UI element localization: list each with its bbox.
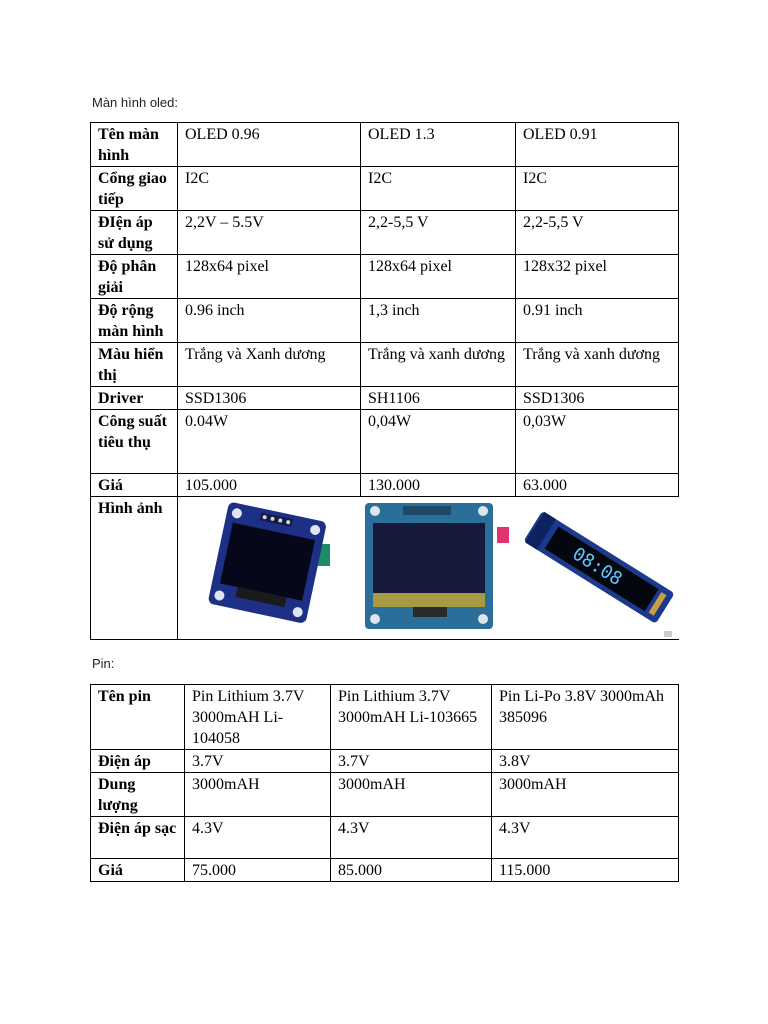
table-row [91,255,679,299]
cell-battery-3: 4.3V [492,817,679,859]
oled-comparison-table [90,122,679,640]
row-label: Màu hiển thị [91,343,178,387]
table-row [91,817,679,859]
cell-oled-091: OLED 0.91 [516,123,679,167]
table-row [91,685,679,750]
cell-battery-2: 85.000 [331,859,492,882]
table-row [91,474,679,497]
table-row [91,497,679,640]
oled-091-module-image [516,497,679,639]
table-row [91,773,679,817]
cell-battery-3: 115.000 [492,859,679,882]
module-clock-text: 08:08 [568,543,626,590]
table-row [91,299,679,343]
cell-oled-096: OLED 0.96 [178,123,361,167]
table-row [91,167,679,211]
cell-battery-1: 4.3V [185,817,331,859]
cell-battery-2: 3.7V [331,750,492,773]
cell-oled-096: I2C [178,167,361,211]
cell-oled-13: SH1106 [361,387,516,410]
row-label: Dung lượng [91,773,185,817]
cell-oled-091: SSD1306 [516,387,679,410]
cell-battery-3: 3.8V [492,750,679,773]
table-row [91,859,679,882]
row-label: Công suất tiêu thụ [91,410,178,474]
cell-oled-13: 1,3 inch [361,299,516,343]
table-row [91,410,679,474]
table-row [91,387,679,410]
battery-section-caption: Pin: [92,656,115,671]
row-label: Cổng giao tiếp [91,167,178,211]
cell-battery-1: 3000mAH [185,773,331,817]
image-cell [516,497,679,640]
oled-13-module-image [361,497,516,639]
row-label: Hình ảnh [91,497,178,640]
cell-oled-13: 2,2-5,5 V [361,211,516,255]
cell-battery-3: 3000mAH [492,773,679,817]
cell-oled-091: 63.000 [516,474,679,497]
cell-oled-13: 0,04W [361,410,516,474]
cell-oled-13: I2C [361,167,516,211]
cell-oled-13: Trắng và xanh dương [361,343,516,387]
battery-comparison-table [90,684,679,882]
row-label: Tên màn hình [91,123,178,167]
cell-oled-096: 128x64 pixel [178,255,361,299]
cell-oled-096: 0.96 inch [178,299,361,343]
row-label: ĐIện áp sử dụng [91,211,178,255]
cell-oled-096: Trắng và Xanh dương [178,343,361,387]
cell-oled-091: 2,2-5,5 V [516,211,679,255]
row-label: Giá [91,859,185,882]
cell-oled-13: 130.000 [361,474,516,497]
cell-battery-1: 3.7V [185,750,331,773]
cell-oled-096: 105.000 [178,474,361,497]
cell-oled-091: 0.91 inch [516,299,679,343]
cell-oled-091: 0,03W [516,410,679,474]
table-row [91,211,679,255]
cell-oled-13: 128x64 pixel [361,255,516,299]
table-row [91,343,679,387]
oled-096-module-image [178,497,361,639]
cell-battery-1: 75.000 [185,859,331,882]
oled-section-caption: Màn hình oled: [92,95,179,110]
cell-battery-2: 4.3V [331,817,492,859]
cell-oled-091: Trắng và xanh dương [516,343,679,387]
cell-oled-13: OLED 1.3 [361,123,516,167]
cell-battery-2: 3000mAH [331,773,492,817]
cell-oled-096: 2,2V – 5.5V [178,211,361,255]
cell-battery-3: Pin Li-Po 3.8V 3000mAh 385096 [492,685,679,750]
table-row [91,750,679,773]
row-label: Tên pin [91,685,185,750]
row-label: Độ phân giải [91,255,178,299]
image-cell [178,497,361,640]
cell-oled-091: I2C [516,167,679,211]
table-row [91,123,679,167]
cell-oled-096: SSD1306 [178,387,361,410]
image-cell [361,497,516,640]
row-label: Giá [91,474,178,497]
row-label: Độ rộng màn hình [91,299,178,343]
cell-oled-091: 128x32 pixel [516,255,679,299]
row-label: Driver [91,387,178,410]
row-label: Điện áp [91,750,185,773]
cell-oled-096: 0.04W [178,410,361,474]
cell-battery-2: Pin Lithium 3.7V 3000mAH Li-103665 [331,685,492,750]
cell-battery-1: Pin Lithium 3.7V 3000mAH Li-104058 [185,685,331,750]
row-label: Điện áp sạc [91,817,185,859]
